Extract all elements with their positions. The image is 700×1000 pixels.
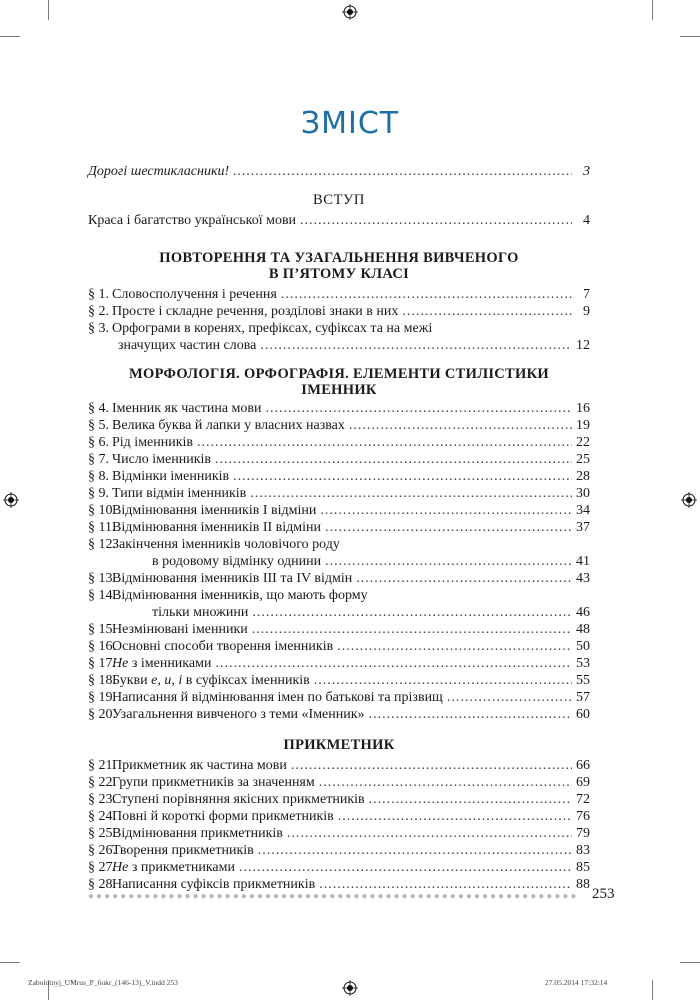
registration-mark-icon (681, 492, 697, 508)
toc-entry[interactable] (88, 672, 590, 689)
toc-entry-text: Типи відмін іменників (112, 486, 247, 501)
toc-entry-number: § 28. (88, 877, 116, 892)
toc-entry-text: Відмінювання іменників ІІ відміни (112, 520, 322, 535)
toc-entry-italic: Не (112, 860, 129, 875)
toc-entry-continuation[interactable] (88, 337, 590, 354)
crop-mark (48, 0, 49, 20)
toc-entry-page: 19 (576, 418, 590, 433)
registration-mark-icon (3, 492, 19, 508)
toc-entry[interactable] (88, 434, 590, 451)
leader-dots (338, 808, 572, 825)
toc-entry[interactable] (88, 286, 590, 303)
toc-entry-page: 57 (576, 690, 590, 705)
toc-entry-text: Творення прикметників (112, 843, 254, 858)
toc-entry-page: 34 (576, 503, 590, 518)
toc-entry-number: § 20. (88, 707, 116, 722)
registration-mark-icon (342, 4, 358, 20)
crop-mark (652, 0, 653, 20)
toc-entry[interactable] (88, 859, 590, 876)
toc-entry-italic: Не (112, 656, 129, 671)
toc-entry-text: Відмінювання прикметників (112, 826, 283, 841)
page-title: ЗМІСТ (300, 106, 400, 141)
toc-entry-number: § 14. (88, 588, 116, 603)
leader-dots (287, 825, 572, 842)
toc-entry-rest: з прикметниками (128, 860, 235, 875)
toc-entry-text: Число іменників (112, 452, 212, 467)
toc-entry-page: 30 (576, 486, 590, 501)
crop-mark (0, 36, 20, 37)
toc-entry-number: § 6. (88, 435, 109, 450)
toc-entry-text: Прикметник як частина мови (112, 758, 287, 773)
toc-entry[interactable] (88, 451, 590, 468)
toc-entry-page: 55 (576, 673, 590, 688)
toc-entry-continuation[interactable] (88, 553, 590, 570)
toc-entry-number: § 19. (88, 690, 116, 705)
toc-entry[interactable] (88, 519, 590, 536)
toc-entry[interactable] (88, 706, 590, 723)
section-heading-morphology (88, 366, 590, 398)
section-heading-line: В П’ЯТОМУ КЛАСІ (268, 266, 410, 282)
leader-dots (215, 655, 572, 672)
toc-entry-number: § 10. (88, 503, 116, 518)
toc-entry-text: Краса і багатство української мови (88, 213, 297, 228)
toc-entry-page: 72 (576, 792, 590, 807)
toc-entry-page: 37 (576, 520, 590, 535)
toc-entry-number: § 3. (88, 321, 109, 336)
toc-entry-number: § 8. (88, 469, 109, 484)
leader-dots (260, 337, 572, 354)
crop-mark (652, 980, 653, 1000)
toc-entry-page: 4 (583, 213, 590, 228)
toc-entry-text: Написання й відмінювання імен по батькові та прізвищ (112, 690, 443, 705)
toc-entry-number: § 21. (88, 758, 116, 773)
registration-mark-icon (342, 980, 358, 996)
leader-dots (300, 212, 572, 229)
section-heading-line: ІМЕННИК (301, 382, 377, 398)
leader-dots (319, 774, 572, 791)
leader-dots (258, 842, 572, 859)
toc-entry[interactable] (88, 791, 590, 808)
toc-entry[interactable] (88, 400, 590, 417)
print-slug-right: 27.05.2014 17:32:14 (545, 978, 608, 987)
toc-entry-number: § 7. (88, 452, 109, 467)
toc-entry-number: § 13. (88, 571, 116, 586)
leader-dots (356, 570, 572, 587)
toc-entry-number: § 5. (88, 418, 109, 433)
toc-entry-continuation[interactable] (88, 604, 590, 621)
toc-entry[interactable] (88, 502, 590, 519)
section-heading-adjective: ПРИКМЕТНИК (283, 737, 395, 753)
toc-entry-page: 41 (576, 554, 590, 569)
toc-entry-text: Рід іменників (112, 435, 194, 450)
toc-entry-text (112, 672, 310, 689)
toc-entry[interactable] (88, 774, 590, 791)
leader-dots (402, 303, 572, 320)
toc-entry-page: 22 (576, 435, 590, 450)
toc-entry-page: 12 (576, 338, 590, 353)
toc-entry-text: Орфограми в коренях, префіксах, суфіксах та на межі (112, 321, 433, 336)
toc-entry[interactable] (88, 808, 590, 825)
toc-entry-vstup[interactable] (88, 212, 590, 229)
toc-entry-number: § 27. (88, 860, 116, 875)
toc-entry[interactable] (88, 468, 590, 485)
toc-entry-number: § 25. (88, 826, 116, 841)
toc-entry-text: Дорогі шестикласники! (88, 164, 230, 179)
toc-entry-intro[interactable] (88, 163, 590, 180)
toc-entry-text: Відмінювання іменників ІІІ та IV відмін (112, 571, 353, 586)
crop-mark (0, 962, 20, 963)
toc-entry-text (112, 655, 211, 672)
leader-dots (320, 502, 572, 519)
toc-entry[interactable] (88, 303, 590, 320)
toc-entry[interactable] (88, 587, 590, 604)
section-heading-line: МОРФОЛОГІЯ. ОРФОГРАФІЯ. ЕЛЕМЕНТИ СТИЛІСТИКИ (129, 366, 549, 382)
toc-entry-number: § 23. (88, 792, 116, 807)
footer-dot-rule (88, 894, 578, 900)
toc-entry-rest: з іменниками (128, 656, 212, 671)
toc-entry-text: Основні способи творення іменників (112, 639, 334, 654)
toc-entry-page: 79 (576, 826, 590, 841)
toc-entry-page: 76 (576, 809, 590, 824)
toc-entry-page: 25 (576, 452, 590, 467)
toc-entry-number: § 24. (88, 809, 116, 824)
toc-entry-page: 85 (576, 860, 590, 875)
toc-entry-number: § 16. (88, 639, 116, 654)
leader-dots (239, 859, 572, 876)
toc-entry-text: Відмінки іменників (112, 469, 230, 484)
toc-entry-page: 3 (583, 164, 590, 179)
leader-dots (447, 689, 572, 706)
toc-entry-text: Просте і складне речення, розділові знаки в них (112, 304, 399, 319)
toc-entry[interactable] (88, 621, 590, 638)
toc-entry-text: Іменник як частина мови (112, 401, 262, 416)
table-of-contents (88, 163, 590, 893)
toc-entry-page: 69 (576, 775, 590, 790)
section-heading-line: ПОВТОРЕННЯ ТА УЗАГАЛЬНЕННЯ ВИВЧЕНОГО (159, 250, 519, 266)
toc-entry[interactable] (88, 842, 590, 859)
toc-entry-page: 50 (576, 639, 590, 654)
leader-dots (291, 757, 572, 774)
toc-entry[interactable] (88, 638, 590, 655)
toc-entry-page: 53 (576, 656, 590, 671)
leader-dots (233, 163, 572, 180)
toc-entry-text: тільки множини (152, 605, 249, 620)
toc-entry[interactable] (88, 876, 590, 893)
morphology-entries (88, 400, 590, 723)
leader-dots (337, 638, 572, 655)
toc-entry-page: 83 (576, 843, 590, 858)
toc-entry[interactable] (88, 757, 590, 774)
toc-entry[interactable] (88, 655, 590, 672)
leader-dots (281, 286, 572, 303)
toc-entry-text: Ступені порівняння якісних прикметників (112, 792, 365, 807)
toc-entry[interactable] (88, 320, 590, 337)
toc-entry-italic: е, и, і (151, 673, 183, 688)
toc-entry-page: 9 (583, 304, 590, 319)
toc-entry[interactable] (88, 689, 590, 706)
leader-dots (325, 553, 572, 570)
toc-entry-page: 60 (576, 707, 590, 722)
leader-dots (319, 876, 572, 893)
toc-entry-lead: Букви (112, 673, 152, 688)
toc-entry[interactable] (88, 417, 590, 434)
toc-entry-number: § 2. (88, 304, 109, 319)
adjective-entries (88, 757, 590, 893)
leader-dots (369, 706, 572, 723)
toc-entry-text: Узагальнення вивченого з теми «Іменник» (112, 707, 365, 722)
toc-entry-number: § 22. (88, 775, 116, 790)
section-heading-vstup: ВСТУП (313, 192, 365, 208)
toc-entry-number: § 9. (88, 486, 109, 501)
toc-entry-number: § 17. (88, 656, 116, 671)
toc-entry-page: 46 (576, 605, 590, 620)
toc-entry-text: Велика буква й лапки у власних назвах (112, 418, 345, 433)
toc-entry-text (112, 859, 235, 876)
toc-entry-text: Відмінювання іменників І відміни (112, 503, 317, 518)
toc-entry-page: 48 (576, 622, 590, 637)
leader-dots (197, 434, 572, 451)
toc-entry[interactable] (88, 825, 590, 842)
toc-entry-number: § 18. (88, 673, 116, 688)
print-slug-left: Zabolotnyj_UMrus_P_6ukr_(146-13)_V.indd 253 (28, 978, 178, 987)
leader-dots (252, 621, 572, 638)
leader-dots (314, 672, 572, 689)
toc-entry[interactable] (88, 536, 590, 553)
toc-entry[interactable] (88, 485, 590, 502)
toc-entry-number: § 1. (88, 287, 109, 302)
leader-dots (250, 485, 572, 502)
toc-entry-page: 28 (576, 469, 590, 484)
toc-entry-number: § 15. (88, 622, 116, 637)
crop-mark (680, 962, 700, 963)
toc-entry-number: § 26. (88, 843, 116, 858)
toc-entry[interactable] (88, 570, 590, 587)
leader-dots (252, 604, 572, 621)
toc-entry-text: Повні й короткі форми прикметників (112, 809, 334, 824)
toc-entry-text: значущих частин слова (118, 338, 257, 353)
toc-entry-text: Групи прикметників за значенням (112, 775, 315, 790)
leader-dots (369, 791, 572, 808)
toc-entry-page: 43 (576, 571, 590, 586)
review-entries (88, 286, 590, 354)
toc-entry-text: Словосполучення і речення (112, 287, 277, 302)
toc-entry-text: Незмінювані іменники (112, 622, 248, 637)
leader-dots (325, 519, 572, 536)
leader-dots (233, 468, 572, 485)
toc-entry-page: 66 (576, 758, 590, 773)
toc-entry-page: 16 (576, 401, 590, 416)
toc-entry-text: в родовому відмінку однини (152, 554, 322, 569)
leader-dots (215, 451, 572, 468)
page-number: 253 (592, 886, 615, 902)
leader-dots (266, 400, 572, 417)
leader-dots (349, 417, 572, 434)
toc-entry-page: 7 (583, 287, 590, 302)
toc-entry-number: § 4. (88, 401, 109, 416)
toc-entry-text: Закінчення іменників чоловічого роду (112, 537, 340, 552)
toc-entry-text: Відмінювання іменників, що мають форму (112, 588, 368, 603)
toc-entry-rest: в суфіксах іменників (182, 673, 310, 688)
crop-mark (680, 36, 700, 37)
section-heading-review (88, 250, 590, 282)
toc-entry-text: Написання суфіксів прикметників (112, 877, 316, 892)
toc-entry-number: § 11. (88, 520, 116, 535)
toc-entry-page: 88 (576, 877, 590, 892)
toc-entry-number: § 12. (88, 537, 116, 552)
